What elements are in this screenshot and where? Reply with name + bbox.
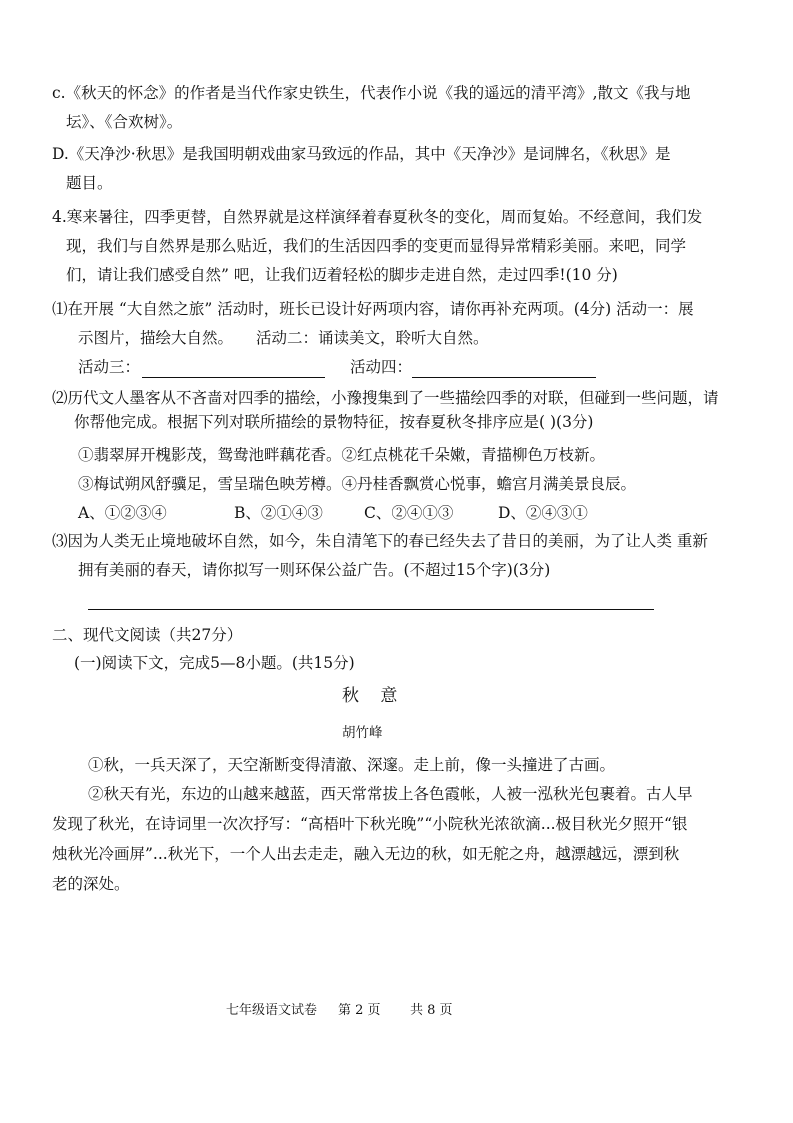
- q4-sub2-line1: ⑵历代文人墨客从不吝啬对四季的描绘，小豫搜集到了一些描绘四季的对联，但碰到一些问题，请: [52, 389, 719, 407]
- essay-para2-line4: 老的深处。: [52, 875, 130, 893]
- activity4-label: 活动四：: [350, 358, 413, 376]
- option-c-line2: 坛》、《合欢树》。: [66, 113, 183, 131]
- choice-c[interactable]: C、②④①③: [364, 504, 454, 522]
- section2-part1: (一)阅读下文，完成5—8小题。(共15分): [74, 654, 355, 672]
- q4-intro-line2: 现，我们与自然界是那么贴近，我们的生活因四季的变更而显得异常精彩美丽。来吧，同学: [66, 237, 687, 255]
- choice-b[interactable]: B、②①④③: [234, 504, 323, 522]
- footer-total-pages: 共 8 页: [410, 1003, 453, 1018]
- essay-para2-line1: ②秋天有光，东边的山越来越蓝，西天常常拔上各色霞帐，人被一泓秋光包裹着。古人早: [88, 785, 693, 803]
- activity3-label: 活动三：: [78, 358, 141, 376]
- couplet-line-2: ③梅试朔风舒骥足，雪呈瑞色映芳樽。④丹桂香飘赏心悦事，蟾宫月满美景良辰。: [78, 475, 637, 493]
- essay-title: 秋 意: [342, 686, 406, 706]
- activity3-answer-line[interactable]: [142, 377, 325, 378]
- activity4-answer-line[interactable]: [412, 377, 596, 378]
- footer-exam-name: 七年级语文试卷: [226, 1003, 318, 1018]
- q4-intro-line1: 4.寒来暑往，四季更替，自然界就是这样演绎着春夏秋冬的变化，周而复始。不经意间，我们发: [52, 208, 703, 226]
- q4-sub3-line1: ⑶因为人类无止境地破坏自然，如今，朱自清笔下的春已经失去了昔日的美丽，为了让人类 重新: [52, 532, 708, 550]
- choice-d[interactable]: D、②④③①: [498, 504, 588, 522]
- option-d-line2: 题目。: [66, 174, 113, 192]
- ad-answer-line[interactable]: [88, 609, 654, 610]
- q4-sub1-activity2: 活动二：诵读美文，聆听大自然。: [256, 329, 489, 347]
- choice-a[interactable]: A、①②③④: [78, 504, 167, 522]
- essay-para1: ①秋，一兵天深了，天空渐断变得清澈、深邃。走上前，像一头撞进了古画。: [88, 756, 616, 774]
- q4-sub3-line2: 拥有美丽的春天，请你拟写一则环保公益广告。(不超过15个字)(3分): [78, 561, 551, 579]
- essay-para2-line3: 烛秋光冷画屏”...秋光下，一个人出去走走，融入无边的秋，如无舵之舟，越漂越远，漂到秋: [52, 845, 680, 863]
- q4-sub1-line1: ⑴在开展 “大自然之旅” 活动时，班长已设计好两项内容，请你再补充两项。(4分) 活动一：展: [52, 300, 694, 318]
- option-c-line1: c.《秋天的怀念》的作者是当代作家史铁生，代表作小说《我的遥远的清平湾》,散文《我与地: [52, 84, 691, 102]
- option-d-line1: D.《天净沙·秋思》是我国明朝戏曲家马致远的作品，其中《天净沙》是词牌名，《秋思》是: [52, 145, 671, 163]
- q4-sub1-activity1: 示图片，描绘大自然。: [78, 329, 234, 347]
- q4-sub2-line2: 你帮他完成。根据下列对联所描绘的景物特征，按春夏秋冬排序应是( )(3分): [74, 413, 594, 431]
- couplet-line-1: ①翡翠屏开槐影茂，鸳鸯池畔藕花香。②红点桃花千朵嫩，青描柳色万枝新。: [78, 446, 606, 464]
- essay-para2-line2: 发现了秋光，在诗词里一次次抒写：“高梧叶下秋光晚”“小院秋光浓欲滴...极目秋光夕照开“银: [52, 815, 688, 833]
- essay-author: 胡竹峰: [342, 725, 383, 741]
- footer-page-number: 第 2 页: [338, 1003, 381, 1018]
- q4-intro-line3: 们，请让我们感受自然” 吧，让我们迈着轻松的脚步走进自然，走过四季!(10 分): [66, 266, 618, 284]
- section2-heading: 二、现代文阅读（共27分）: [52, 626, 243, 644]
